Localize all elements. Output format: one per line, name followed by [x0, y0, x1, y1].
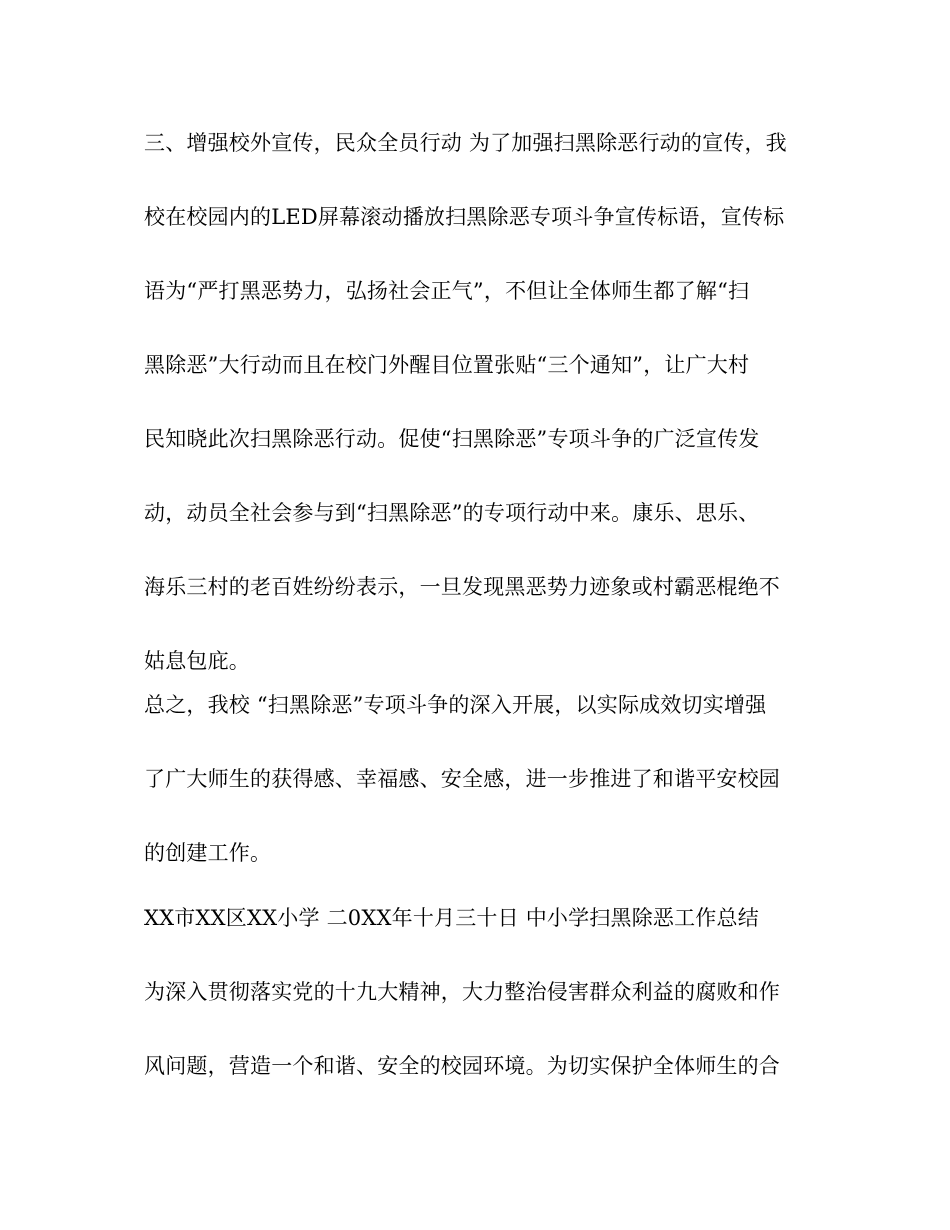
- text-line: 三、增强校外宣传，民众全员行动 为了加强扫黑除恶行动的宣传，我: [144, 131, 787, 155]
- text-line: 姑息包庇。: [144, 649, 250, 673]
- text-line: 黑除恶”大行动而且在校门外醒目位置张贴“三个通知”，让广大村: [144, 353, 750, 377]
- text-line: 总之，我校 “扫黑除恶”专项斗争的深入开展，以实际成效切实增强: [144, 693, 767, 717]
- text-line: 语为“严打黑恶势力，弘扬社会正气”，不但让全体师生都了解“扫: [144, 279, 750, 303]
- text-line: 海乐三村的老百姓纷纷表示，一旦发现黑恶势力迹象或村霸恶棍绝不: [144, 575, 780, 599]
- text-line: 的创建工作。: [144, 841, 272, 865]
- text-line: 风问题，营造一个和谐、安全的校园环境。为切实保护全体师生的合: [144, 1054, 780, 1078]
- text-line: 为深入贯彻落实党的十九大精神，大力整治侵害群众利益的腐败和作: [144, 980, 780, 1004]
- text-line: XX市XX区XX小学 二0XX年十月三十日 中小学扫黑除恶工作总结: [144, 906, 759, 930]
- paragraph-signature-and-next-title: [144, 903, 816, 1091]
- text-line: 民知晓此次扫黑除恶行动。促使“扫黑除恶”专项斗争的广泛宣传发: [144, 427, 760, 451]
- text-line: 了广大师生的获得感、幸福感、安全感，进一步推进了和谐平安校园: [144, 767, 780, 791]
- paragraph-publicity: [144, 128, 816, 686]
- paragraph-summary: [144, 690, 816, 878]
- text-line: 动，动员全社会参与到“扫黑除恶”的专项行动中来。康乐、思乐、: [144, 501, 760, 525]
- text-line: 校在校园内的LED屏幕滚动播放扫黑除恶专项斗争宣传标语，宣传标: [144, 205, 785, 229]
